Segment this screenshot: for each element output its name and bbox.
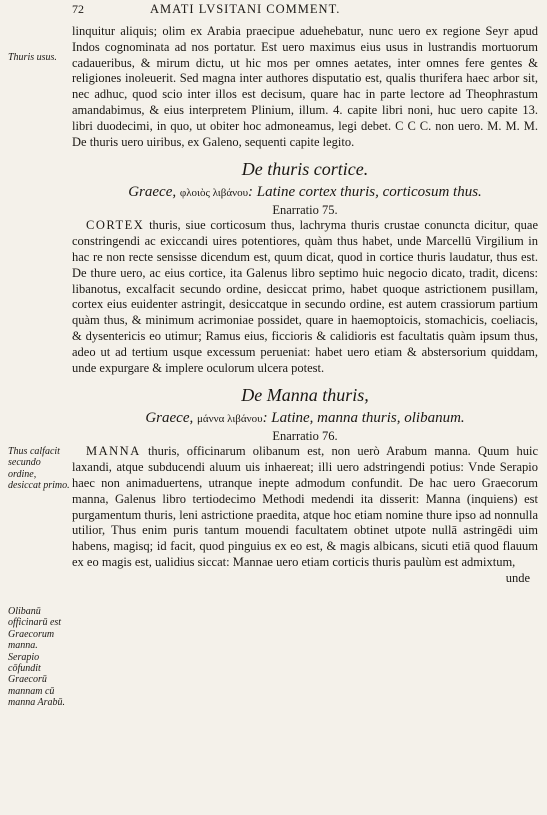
greek-latin-name-line (72, 408, 538, 429)
greek-latin-name-line (72, 182, 538, 203)
main-text-column (72, 24, 538, 587)
lead-word: CORTEX (86, 218, 145, 233)
latin-name: : Latine, manna thuris, olibanum. (262, 410, 465, 427)
paragraph-cortex (72, 218, 538, 376)
lead-word: MANNA (86, 444, 141, 459)
page-number: 72 (72, 2, 84, 16)
running-head (0, 2, 547, 18)
margin-note-olibanum: Olibanū officinarū est Graecorum manna. Serapio cōfundit Graecorū mannam cū manna Arabū. (8, 606, 66, 709)
greek-name: μάννα λιβάνου (197, 413, 263, 426)
greek-label: Graece, (128, 184, 180, 201)
paragraph-manna (72, 444, 538, 570)
running-title: AMATI LVSITANI COMMENT. (150, 2, 341, 16)
margin-note-thus-calfacit: Thus calfacit secundo ordine, desiccat primo. (8, 446, 70, 492)
enarratio-label: Enarratio 76. (272, 429, 338, 444)
margin-notes (0, 0, 70, 815)
paragraph-text: thuris, siue corticosum thus, lachryma thuris crustae conuncta dicitur, quae constringendi ac exiccandi uires potentiores, quàm thus habet, unde Marcellū Virgilium in hac re non recte sensisse dicendum est, quum dicat, quod in cortice thuris laudatur, thus est. De thure uero, ac eius cortice, ita Galenus libro septimo huic negocio dicato, tradit, dicens: libanotus, excalfacit secundo ordine, desiccat primo, habet quoque astrictionem pusillam, cortex eius euidenter astringit, desiccatque in secundo ordine, est autem crassiorum partium quàm thus, & minimum acrimoniae possidet, quare in haemoptoicis, stomachicis, coeliacis, & dysentericis eo utimur; Ramus eius, ficcioris & calidioris est facultatis quàm ipsum thus, adeo ut ad tertium usque excessum perueniat: habet uero etiam & abstersorium quiddam, unde expurgare & implere oculorum ulcera potest. (72, 218, 538, 375)
latin-name: : Latine cortex thuris, corticosum thus. (248, 184, 482, 201)
enarratio-label: Enarratio 75. (272, 203, 338, 218)
margin-note-thuris-usus: Thuris usus. (8, 52, 57, 63)
greek-label: Graece, (145, 410, 197, 427)
paragraph-thuris: linquitur aliquis; olim ex Arabia praecipue aduehebatur, nunc uero ex regione Seyr apud Indos cognominata ad nos portatur. Est uero maximus eius usus in lustrandis mortuorum cadaueribus, & mirum dictu, ut hic mos per omnes aetates, inter omnes fere gentes & religiones inoleuerit. Sed magna inter authores disputatio est, qualis thurifera haec arbor sit, nec adhuc, quod scio inter illos est decisum, quare hac in parte lectore ad Theophrastum amandabimus, & eius interpretem Plinium, illum. 4. capite libri noni, huc uero capite 13. libri duodecimi, in quo, ut obiter hoc admoneamus, legi debet. C C C. non uero. M. M. M. De thuris uero uiribus, ex Galeno, sequenti capite legito. (72, 24, 538, 149)
section-heading-cortex: De thuris cortice. (241, 159, 369, 180)
greek-name: φλοιὸς λιβάνου (179, 187, 249, 200)
section-heading-manna: De Manna thuris, (241, 385, 369, 406)
paragraph-text: thuris, officinarum olibanum est, non uerò Arabum manna. Quum huic laxandi, atque subducendi aluum uis inhaereat; illi uero adstringendi potius: Vnde Serapio haec non animaduertens, utranque inepte admodum confundit. De hac uero Graecorum manna, Galenus libro tertiodecimo Methodi medendi ita disserit: Manna (inquiens) est purgamentum thuris, leni astrictione praedita, atque hoc etiam nomine thure ipso ad nonnulla utilior, Thus enim puris tantum mouendi facultatem obtinet utpote nullā astringēdi uim habens, magisq; id facit, quod pinguius ex eo est, & magis albicans, sicuti etiā quod flauum ex eo magis est, ualidius siccat: Mannae uero etiam corticis thuris paulùm est admixtum, (72, 444, 538, 569)
catchword: unde (505, 570, 530, 585)
